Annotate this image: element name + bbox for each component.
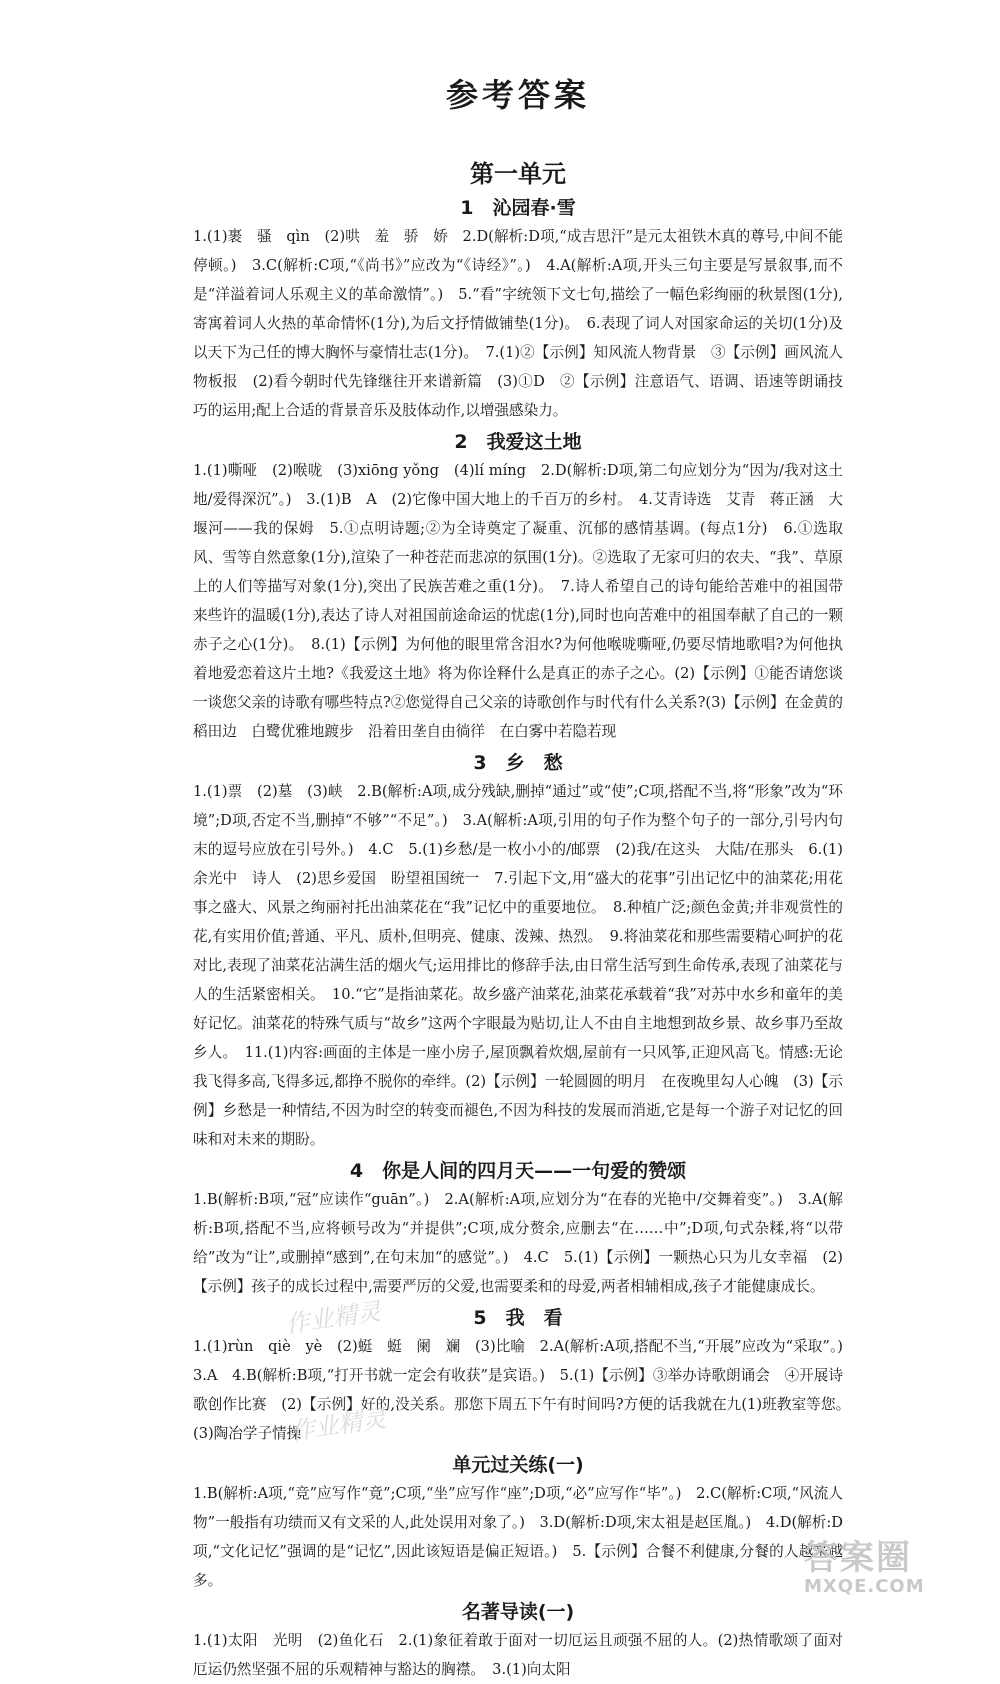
- section-lesson-4: [193, 1156, 843, 1301]
- lesson-heading: 1 沁园春·雪: [460, 197, 576, 219]
- watermark-url: MXQE.COM: [804, 1576, 925, 1597]
- lesson-heading: 5 我 看: [473, 1307, 563, 1329]
- watermark-mid: 作业精灵: [283, 1297, 383, 1339]
- answer-paragraph: 1.(1)票 (2)墓 (3)峡 2.B(解析:A项,成分残缺,删掉“通过”或“使”;C项,搭配不当,将“形象”改为“环境”;D项,否定不当,删掉“不够”“不足”。) 3.A(解析:A项,引用的句子作为整个句子的一部分,引号内句末的逗号应放在引号外。) 4.C 5.(1)乡愁/是一枚小小的/邮票 (2)我/在这头 大陆/在那头 6.(1)余光中 诗人 (2)思乡爱国 盼望祖国统一 7.引起下文,用“盛大的花事”引出记忆中的油菜花;用花事之盛大、风景之绚丽衬托出油菜花在“我”记忆中的重要地位。 8.种植广泛;颜色金黄;并非观赏性的花,有实用价值;普通、平凡、质朴,但明亮、健康、泼辣、热烈。 9.将油菜花和那些需要精心呵护的花对比,表现了油菜花沾满生活的烟火气;运用排比的修辞手法,由日常生活写到生命传承,表现了油菜花与人的生活紧密相关。 10.“它”是指油菜花。故乡盛产油菜花,油菜花承载着“我”对苏中水乡和童年的美好记忆。油菜花的特殊气质与“故乡”这两个字眼最为贴切,让人不由自主地想到故乡景、故乡事乃至故乡人。 11.(1)内容:画面的主体是一座小房子,屋顶飘着炊烟,屋前有一只风筝,正迎风高飞。情感:无论我飞得多高,飞得多远,都挣不脱你的牵绊。(2)【示例】一轮圆圆的明月 在夜晚里勾人心魄 (3)【示例】乡愁是一种情结,不因为时空的转变而褪色,不因为科技的发展而消逝,它是每一个游子对记忆的回味和对未来的期盼。: [193, 783, 843, 1148]
- lesson-heading: 3 乡 愁: [473, 752, 563, 774]
- page-title: 参考答案: [445, 76, 590, 114]
- answer-paragraph: 1.B(解析:B项,“冠”应读作“guān”。) 2.A(解析:A项,应划分为“在春的光艳中/交舞着变”。) 3.A(解析:B项,搭配不当,应将顿号改为“并提供”;C项,成分赘余,应删去“在……中”;D项,句式杂糅,将“以带给”改为“让”,或删掉“感到”,在句末加“的感觉”。) 4.C 5.(1)【示例】一颗热心只为儿女幸福 (2)【示例】孩子的成长过程中,需要严厉的父爱,也需要柔和的母爱,两者相辅相成,孩子才能健康成长。: [193, 1191, 843, 1295]
- lesson-heading: 单元过关练(一): [452, 1454, 584, 1476]
- lesson-heading: 2 我爱这土地: [454, 431, 582, 453]
- section-classic-reading: [193, 1597, 843, 1684]
- unit-title: 第一单元: [470, 160, 566, 188]
- answer-paragraph: 1.(1)裹 骚 qìn (2)哄 羞 骄 娇 2.D(解析:D项,“成吉思汗”是元太祖铁木真的尊号,中间不能停顿。) 3.C(解析:C项,“《尚书》”应改为“《诗经》”。) 4.A(解析:A项,开头三句主要是写景叙事,而不是“洋溢着词人乐观主义的革命激情”。) 5.“看”字统领下文七句,描绘了一幅色彩绚丽的秋景图(1分),寄寓着词人火热的革命情怀(1分),为后文抒情做铺垫(1分)。 6.表现了词人对国家命运的关切(1分)及以天下为己任的博大胸怀与豪情壮志(1分)。 7.(1)②【示例】知风流人物背景 ③【示例】画风流人物板报 (2)看今朝时代先锋继往开来谱新篇 (3)①D ②【示例】注意语气、语调、语速等朗诵技巧的运用;配上合适的背景音乐及肢体动作,以增强感染力。: [193, 228, 843, 419]
- answer-paragraph: 1.(1)嘶哑 (2)喉咙 (3)xiōng yǒng (4)lí míng 2.D(解析:D项,第二句应划分为“因为/我对这土地/爱得深沉”。) 3.(1)B A (2)它像中国大地上的千百万的乡村。 4.艾青诗选 艾青 蒋正涵 大堰河——我的保姆 5.①点明诗题;②为全诗奠定了凝重、沉郁的感情基调。(每点1分) 6.①选取风、雪等自然意象(1分),渲染了一种苍茫而悲凉的氛围(1分)。②选取了无家可归的农夫、“我”、草原上的人们等描写对象(1分),突出了民族苦难之重(1分)。 7.诗人希望自己的诗句能给苦难中的祖国带来些许的温暖(1分),表达了诗人对祖国前途命运的忧虑(1分),同时也向苦难中的祖国奉献了自己的一颗赤子之心(1分)。 8.(1)【示例】为何他的眼里常含泪水?为何他喉咙嘶哑,仍要尽情地歌唱?为何他执着地爱恋着这片土地?《我爱这土地》将为你诠释什么是真正的赤子之心。(2)【示例】①能否请您谈一谈您父亲的诗歌有哪些特点?②您觉得自己父亲的诗歌创作与时代有什么关系?(3)【示例】在金黄的稻田边 白鹭优雅地踱步 沿着田垄自由徜徉 在白雾中若隐若现: [193, 462, 843, 740]
- answer-paragraph: 1.(1)太阳 光明 (2)鱼化石 2.(1)象征着敢于面对一切厄运且顽强不屈的人。(2)热情歌颂了面对厄运仍然坚强不屈的乐观精神与豁达的胸襟。 3.(1)向太阳: [193, 1632, 843, 1678]
- section-lesson-2: [193, 427, 843, 746]
- answer-paragraph: 1.(1)rùn qiè yè (2)蜓 蜓 阑 斓 (3)比喻 2.A(解析:A项,搭配不当,“开展”应改为“采取”。) 3.A 4.B(解析:B项,“打开书就一定会有收获”是宾语。) 5.(1)【示例】③举办诗歌朗诵会 ④开展诗歌创作比赛 (2)【示例】好的,没关系。那您下周五下午有时间吗?方便的话我就在九(1)班教室等您。 (3)陶冶学子情操: [193, 1338, 858, 1442]
- answer-paragraph: 1.B(解析:A项,“竞”应写作“竟”;C项,“坐”应写作“座”;D项,“必”应写作“毕”。) 2.C(解析:C项,“风流人物”一般指有功绩而又有文采的人,此处误用对象了。) 3.D(解析:D项,宋太祖是赵匡胤。) 4.D(解析:D项,“文化记忆”强调的是“记忆”,因此该短语是偏正短语。) 5.【示例】合餐不利健康,分餐的人越来越多。: [193, 1485, 843, 1589]
- lesson-heading: 名著导读(一): [461, 1601, 575, 1623]
- watermark-text: 答案圈: [804, 1538, 912, 1578]
- section-lesson-3: [193, 748, 843, 1154]
- watermark-logo: [804, 1540, 994, 1596]
- lesson-heading: 4 你是人间的四月天——一句爱的赞颂: [349, 1160, 687, 1182]
- section-unit-review: [193, 1450, 843, 1595]
- watermark-mid-lower: 作业精灵: [288, 1404, 388, 1446]
- section-lesson-1: [193, 193, 843, 425]
